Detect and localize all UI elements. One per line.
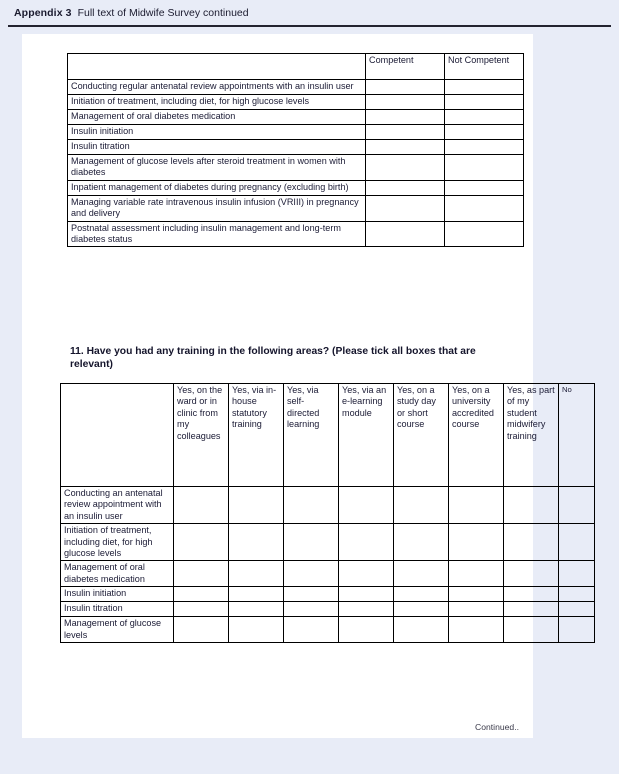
checkbox-cell[interactable] bbox=[394, 561, 449, 587]
competency-table bbox=[67, 53, 524, 247]
checkbox-cell[interactable] bbox=[229, 617, 284, 643]
checkbox-cell[interactable] bbox=[174, 602, 229, 617]
row-label: Management of oral diabetes medication bbox=[61, 561, 174, 587]
checkbox-cell-not-competent[interactable] bbox=[445, 110, 524, 125]
row-label: Initiation of treatment, including diet, for high glucose levels bbox=[68, 95, 366, 110]
checkbox-cell-not-competent[interactable] bbox=[445, 125, 524, 140]
checkbox-cell-not-competent[interactable] bbox=[445, 221, 524, 247]
table-row bbox=[61, 617, 595, 643]
table-row bbox=[68, 155, 524, 181]
appendix-title: Full text of Midwife Survey continued bbox=[77, 6, 249, 19]
row-label: Insulin initiation bbox=[61, 587, 174, 602]
checkbox-cell[interactable] bbox=[449, 587, 504, 602]
checkbox-cell-competent[interactable] bbox=[366, 110, 445, 125]
training-table bbox=[60, 383, 595, 643]
table-row bbox=[61, 587, 595, 602]
column-header-ward-colleagues: Yes, on the ward or in clinic from my colleagues bbox=[174, 384, 229, 487]
checkbox-cell[interactable] bbox=[394, 487, 449, 524]
row-label: Management of glucose levels bbox=[61, 617, 174, 643]
checkbox-cell-competent[interactable] bbox=[366, 195, 445, 221]
table-row bbox=[68, 125, 524, 140]
table-row bbox=[68, 140, 524, 155]
checkbox-cell[interactable] bbox=[174, 561, 229, 587]
checkbox-cell-competent[interactable] bbox=[366, 180, 445, 195]
row-label: Insulin initiation bbox=[68, 125, 366, 140]
content-sheet bbox=[22, 34, 572, 738]
checkbox-cell[interactable] bbox=[174, 587, 229, 602]
column-header-university-accredited: Yes, on a university accredited course bbox=[449, 384, 504, 487]
table-header-row bbox=[68, 54, 524, 80]
checkbox-cell[interactable] bbox=[229, 524, 284, 561]
table-row bbox=[68, 180, 524, 195]
checkbox-cell-no[interactable] bbox=[559, 602, 595, 617]
checkbox-cell[interactable] bbox=[339, 602, 394, 617]
checkbox-cell[interactable] bbox=[339, 587, 394, 602]
checkbox-cell[interactable] bbox=[504, 561, 559, 587]
row-label: Management of glucose levels after steroid treatment in women with diabetes bbox=[68, 155, 366, 181]
checkbox-cell[interactable] bbox=[284, 587, 339, 602]
table-row bbox=[68, 221, 524, 247]
checkbox-cell[interactable] bbox=[394, 587, 449, 602]
checkbox-cell[interactable] bbox=[339, 524, 394, 561]
checkbox-cell-not-competent[interactable] bbox=[445, 155, 524, 181]
table-row bbox=[68, 95, 524, 110]
checkbox-cell-not-competent[interactable] bbox=[445, 140, 524, 155]
checkbox-cell[interactable] bbox=[284, 602, 339, 617]
column-header-in-house-statutory: Yes, via in-house statutory training bbox=[229, 384, 284, 487]
row-label: Insulin titration bbox=[68, 140, 366, 155]
row-label: Insulin titration bbox=[61, 602, 174, 617]
row-label: Managing variable rate intravenous insulin infusion (VRIII) in pregnancy and delivery bbox=[68, 195, 366, 221]
row-label: Inpatient management of diabetes during pregnancy (excluding birth) bbox=[68, 180, 366, 195]
checkbox-cell[interactable] bbox=[449, 602, 504, 617]
checkbox-cell[interactable] bbox=[174, 524, 229, 561]
table-row bbox=[61, 524, 595, 561]
checkbox-cell[interactable] bbox=[339, 617, 394, 643]
checkbox-cell[interactable] bbox=[229, 561, 284, 587]
checkbox-cell[interactable] bbox=[504, 617, 559, 643]
checkbox-cell-competent[interactable] bbox=[366, 140, 445, 155]
checkbox-cell[interactable] bbox=[449, 617, 504, 643]
checkbox-cell[interactable] bbox=[449, 487, 504, 524]
column-header-no: No bbox=[559, 384, 595, 487]
checkbox-cell-not-competent[interactable] bbox=[445, 80, 524, 95]
checkbox-cell[interactable] bbox=[394, 617, 449, 643]
table-row bbox=[61, 487, 595, 524]
column-header-e-learning: Yes, via an e-learning module bbox=[339, 384, 394, 487]
table-row bbox=[68, 110, 524, 125]
column-header-blank bbox=[61, 384, 174, 487]
continued-label: Continued.. bbox=[475, 722, 519, 732]
checkbox-cell[interactable] bbox=[449, 561, 504, 587]
checkbox-cell[interactable] bbox=[339, 487, 394, 524]
question-11-text: 11. Have you had any training in the following areas? (Please tick all boxes that are relevant) bbox=[70, 346, 476, 370]
checkbox-cell-not-competent[interactable] bbox=[445, 95, 524, 110]
row-label: Conducting an antenatal review appointment with an insulin user bbox=[61, 487, 174, 524]
column-header-self-directed: Yes, via self-directed learning bbox=[284, 384, 339, 487]
checkbox-cell[interactable] bbox=[284, 487, 339, 524]
column-header-student-midwifery: Yes, as part of my student midwifery training bbox=[504, 384, 559, 487]
competency-table-wrapper bbox=[67, 53, 510, 247]
checkbox-cell[interactable] bbox=[504, 587, 559, 602]
column-header-study-day: Yes, on a study day or short course bbox=[394, 384, 449, 487]
checkbox-cell[interactable] bbox=[339, 561, 394, 587]
checkbox-cell[interactable] bbox=[229, 587, 284, 602]
row-label: Initiation of treatment, including diet, for high glucose levels bbox=[61, 524, 174, 561]
checkbox-cell-no[interactable] bbox=[559, 587, 595, 602]
checkbox-cell[interactable] bbox=[229, 487, 284, 524]
row-label: Conducting regular antenatal review appointments with an insulin user bbox=[68, 80, 366, 95]
checkbox-cell[interactable] bbox=[284, 524, 339, 561]
checkbox-cell[interactable] bbox=[504, 524, 559, 561]
checkbox-cell-competent[interactable] bbox=[366, 221, 445, 247]
checkbox-cell-no[interactable] bbox=[559, 524, 595, 561]
table-row bbox=[61, 561, 595, 587]
column-header-competent: Competent bbox=[366, 54, 445, 80]
checkbox-cell-no[interactable] bbox=[559, 487, 595, 524]
row-label: Postnatal assessment including insulin management and long-term diabetes status bbox=[68, 221, 366, 247]
checkbox-cell-not-competent[interactable] bbox=[445, 180, 524, 195]
checkbox-cell[interactable] bbox=[284, 617, 339, 643]
checkbox-cell[interactable] bbox=[229, 602, 284, 617]
checkbox-cell-competent[interactable] bbox=[366, 95, 445, 110]
appendix-label: Appendix 3 bbox=[14, 6, 72, 19]
checkbox-cell[interactable] bbox=[449, 524, 504, 561]
column-header-not-competent: Not Competent bbox=[445, 54, 524, 80]
table-header-row bbox=[61, 384, 595, 487]
checkbox-cell-no[interactable] bbox=[559, 617, 595, 643]
table-row bbox=[68, 195, 524, 221]
checkbox-cell-no[interactable] bbox=[559, 561, 595, 587]
checkbox-cell-competent[interactable] bbox=[366, 125, 445, 140]
column-header-blank bbox=[68, 54, 366, 80]
table-row bbox=[61, 602, 595, 617]
checkbox-cell-not-competent[interactable] bbox=[445, 195, 524, 221]
checkbox-cell[interactable] bbox=[394, 602, 449, 617]
checkbox-cell[interactable] bbox=[504, 487, 559, 524]
checkbox-cell[interactable] bbox=[174, 487, 229, 524]
training-table-wrapper bbox=[60, 383, 572, 643]
checkbox-cell[interactable] bbox=[284, 561, 339, 587]
checkbox-cell[interactable] bbox=[504, 602, 559, 617]
checkbox-cell[interactable] bbox=[394, 524, 449, 561]
checkbox-cell[interactable] bbox=[174, 617, 229, 643]
checkbox-cell-competent[interactable] bbox=[366, 155, 445, 181]
table-row bbox=[68, 80, 524, 95]
row-label: Management of oral diabetes medication bbox=[68, 110, 366, 125]
header-divider bbox=[8, 25, 611, 27]
checkbox-cell-competent[interactable] bbox=[366, 80, 445, 95]
running-head bbox=[0, 0, 619, 25]
